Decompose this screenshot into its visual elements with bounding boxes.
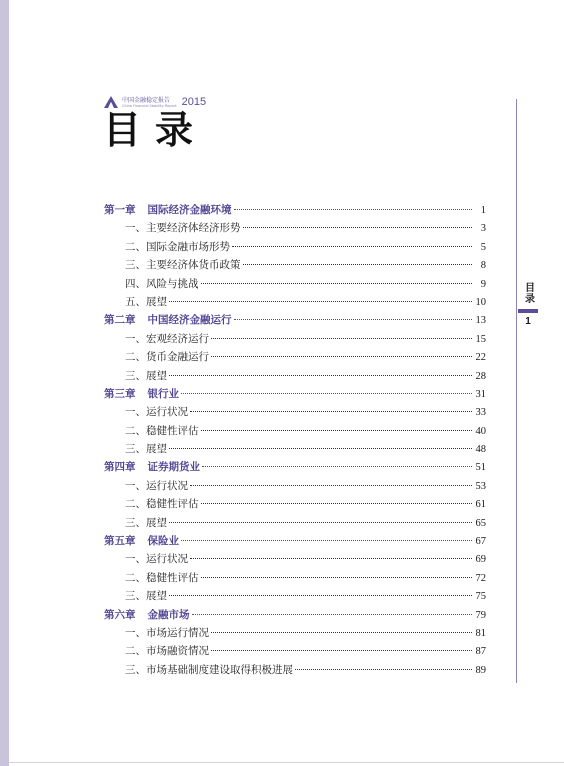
toc-dot-leader	[169, 522, 472, 523]
toc-page-number: 8	[480, 260, 486, 272]
toc-entry-title: 银行业	[147, 387, 179, 400]
toc-page-number: 72	[475, 572, 486, 584]
toc-dot-leader	[190, 485, 472, 486]
toc-page-number: 31	[475, 388, 486, 400]
toc-page-number: 75	[475, 591, 486, 603]
toc-entry-title: 二、货币金融运行	[125, 351, 209, 364]
toc-dot-leader	[201, 283, 473, 284]
page-number: 1	[525, 316, 531, 327]
toc-page-number: 9	[480, 278, 486, 290]
toc-chapter-row[interactable]	[104, 459, 486, 477]
toc-dot-leader	[202, 466, 472, 467]
toc-entry-title: 国际经济金融环境	[147, 204, 232, 216]
toc-page-number: 28	[475, 370, 486, 382]
toc-page-number: 69	[475, 554, 486, 566]
toc-page-number: 79	[475, 609, 486, 621]
toc-section-row[interactable]	[104, 496, 486, 514]
toc-page-number: 61	[475, 499, 486, 511]
toc-dot-leader	[190, 558, 472, 559]
toc-chapter-number: 第三章	[104, 387, 136, 400]
toc-page-number: 10	[475, 296, 486, 308]
toc-entry-title: 金融市场	[147, 608, 190, 621]
toc-page-number: 89	[475, 664, 486, 676]
toc-page-number: 40	[475, 425, 486, 437]
toc-dot-leader	[181, 540, 472, 541]
logo-cn-text: 中国金融稳定报告	[122, 96, 171, 104]
toc-dot-leader	[232, 246, 472, 247]
toc-entry-title: 二、稳健性评估	[125, 498, 199, 511]
toc-section-row[interactable]	[104, 349, 486, 367]
toc-section-row[interactable]	[104, 239, 486, 257]
toc-section-row[interactable]	[104, 276, 486, 294]
toc-dot-leader	[201, 430, 473, 431]
side-tab-char-1: 目	[525, 283, 535, 294]
page-title: 目录	[103, 108, 208, 152]
toc-section-row[interactable]	[104, 588, 486, 606]
toc-page-number: 81	[475, 627, 486, 639]
toc-chapter-number: 第二章	[104, 314, 136, 327]
side-tab-label	[520, 284, 540, 305]
toc-dot-leader	[211, 356, 472, 357]
logo-en-text: China Financial Stability Report	[122, 103, 177, 108]
toc-entry-title: 一、运行状况	[125, 553, 188, 566]
toc-page-number: 67	[475, 536, 486, 548]
toc-entry-title: 五、展望	[125, 295, 167, 308]
toc-section-row[interactable]	[104, 515, 486, 533]
toc-page-number: 53	[475, 480, 486, 492]
toc-dot-leader	[234, 209, 473, 210]
report-logo	[104, 96, 206, 108]
toc-dot-leader	[201, 503, 473, 504]
toc-section-row[interactable]	[104, 551, 486, 569]
toc-dot-leader	[211, 338, 472, 339]
toc-entry-title: 证券期货业	[147, 461, 200, 474]
toc-section-row[interactable]	[104, 570, 486, 588]
toc-page-number: 87	[475, 646, 486, 658]
toc-section-row[interactable]	[104, 625, 486, 643]
toc-dot-leader	[243, 264, 473, 265]
toc-page-number: 65	[475, 517, 486, 529]
toc-dot-leader	[295, 669, 472, 670]
toc-chapter-number: 第五章	[104, 535, 136, 548]
toc-dot-leader	[192, 614, 473, 615]
toc-entry-title: 一、市场运行情况	[125, 626, 209, 639]
toc-entry-title: 三、主要经济体货币政策	[125, 259, 241, 272]
side-tab-bar	[518, 309, 538, 313]
toc-section-row[interactable]	[104, 331, 486, 349]
toc-dot-leader	[234, 319, 473, 320]
logo-year: 2015	[181, 96, 207, 108]
toc-dot-leader	[243, 227, 473, 228]
toc-page-number: 48	[475, 444, 486, 456]
toc-dot-leader	[169, 448, 472, 449]
toc-entry-title: 二、稳健性评估	[125, 571, 199, 584]
toc-chapter-row[interactable]	[104, 386, 486, 404]
table-of-contents	[104, 202, 486, 680]
toc-dot-leader	[169, 595, 472, 596]
toc-dot-leader	[190, 411, 472, 412]
toc-section-row[interactable]	[104, 404, 486, 422]
toc-entry-title: 保险业	[147, 535, 179, 548]
toc-chapter-row[interactable]	[104, 202, 486, 220]
toc-entry-title: 四、风险与挑战	[125, 277, 199, 290]
side-tab-char-2: 录	[525, 293, 535, 305]
logo-mark-icon	[104, 96, 118, 108]
toc-page-number: 15	[475, 333, 486, 345]
toc-entry-title: 一、运行状况	[125, 479, 188, 492]
toc-chapter-number: 第六章	[104, 608, 136, 621]
toc-page-number: 22	[475, 352, 486, 364]
toc-entry-title: 二、国际金融市场形势	[125, 240, 230, 253]
toc-section-row[interactable]	[104, 643, 486, 661]
toc-dot-leader	[181, 393, 472, 394]
toc-section-row[interactable]	[104, 662, 486, 680]
toc-section-row[interactable]	[104, 220, 486, 238]
toc-entry-title: 二、稳健性评估	[125, 424, 199, 437]
toc-entry-title: 三、市场基础制度建设取得积极进展	[125, 663, 293, 676]
toc-entry-title: 二、市场融资情况	[125, 645, 209, 658]
toc-section-row[interactable]	[104, 257, 486, 275]
toc-section-row[interactable]	[104, 294, 486, 312]
toc-entry-title: 中国经济金融运行	[147, 314, 232, 327]
toc-chapter-row[interactable]	[104, 312, 486, 330]
toc-dot-leader	[201, 577, 473, 578]
toc-page-number: 13	[475, 315, 486, 327]
toc-chapter-number: 第一章	[104, 204, 136, 216]
logo-text	[122, 98, 177, 109]
right-margin-rule	[516, 99, 517, 683]
toc-chapter-row[interactable]	[104, 533, 486, 551]
toc-entry-title: 一、主要经济体经济形势	[125, 222, 241, 235]
toc-page-number: 33	[475, 407, 486, 419]
toc-section-row[interactable]	[104, 368, 486, 386]
bottom-rule	[9, 762, 564, 763]
toc-page-number: 3	[480, 223, 486, 235]
toc-dot-leader	[169, 375, 472, 376]
toc-entry-title: 三、展望	[125, 443, 167, 456]
toc-entry-title: 三、展望	[125, 590, 167, 603]
toc-dot-leader	[211, 632, 472, 633]
toc-entry-title: 三、展望	[125, 516, 167, 529]
toc-entry-title: 一、运行状况	[125, 406, 188, 419]
toc-section-row[interactable]	[104, 441, 486, 459]
toc-section-row[interactable]	[104, 423, 486, 441]
toc-page-number: 51	[475, 462, 486, 474]
toc-chapter-row[interactable]	[104, 607, 486, 625]
toc-page-number: 5	[480, 241, 486, 253]
toc-page-number: 1	[480, 205, 486, 216]
toc-section-row[interactable]	[104, 478, 486, 496]
toc-chapter-number: 第四章	[104, 461, 136, 474]
toc-dot-leader	[211, 650, 472, 651]
toc-entry-title: 一、宏观经济运行	[125, 332, 209, 345]
toc-dot-leader	[169, 301, 472, 302]
left-color-strip	[0, 0, 9, 766]
toc-entry-title: 三、展望	[125, 369, 167, 382]
